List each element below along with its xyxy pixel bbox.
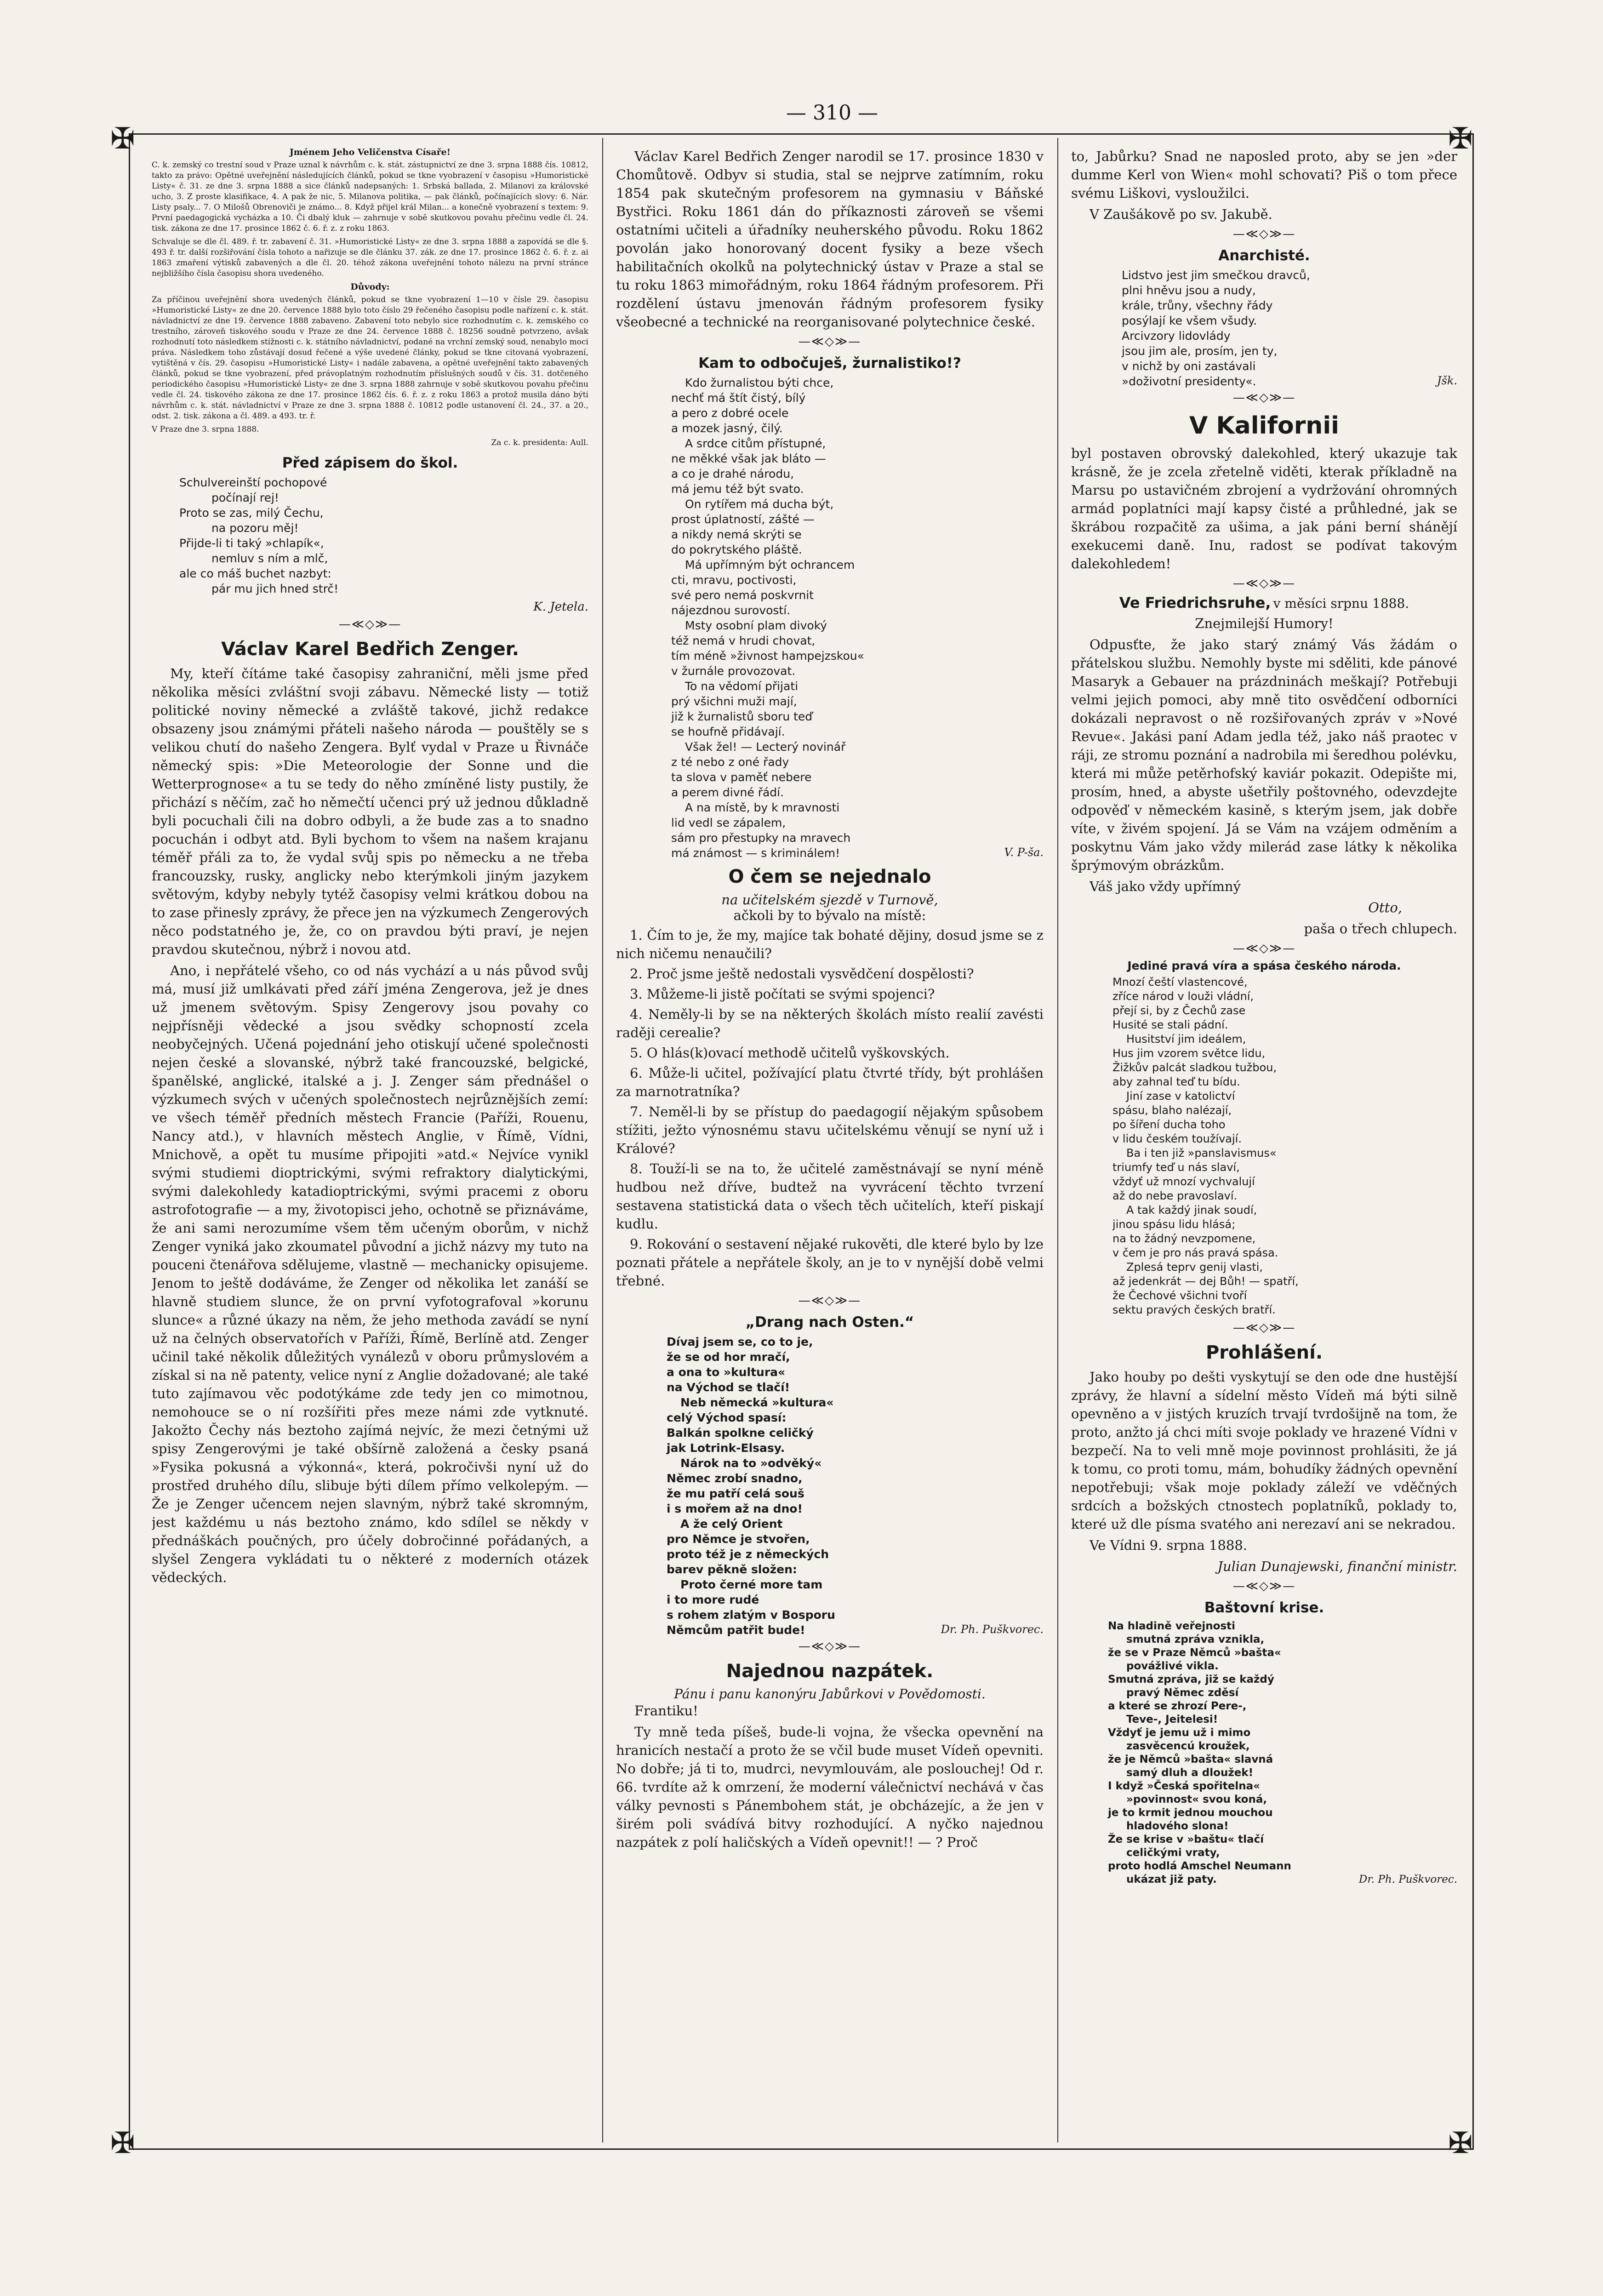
poem-line: ale co máš buchet nazbyt: [179,567,331,580]
list-item: 7. Neměl-li by se přístup do paedagogií nějakým spůsobem stížiti, ježto výnosnému stavu učitelskému věnují se nyní už i Králové? [616,1104,1044,1156]
section-divider: —≪◇≫— [798,1294,861,1308]
section-divider: —≪◇≫— [798,1639,861,1653]
list-item: 1. Čím to je, že my, majíce tak bohaté dějiny, dosud jsme se z nich ničemu nenaučili? [616,927,1044,961]
letter-paragraph: Ty mně teda píšeš, bude-li vojna, že všecka opevnění na hranicích nestačí a proto že se včil bude muset Vídeň opevniti. No dobře; já ti to, mudrci, nevymlouvám, ale poslouchej! Od r. 66. tvrdíte až k omrzení, že moderní válečnictví nechává v čas války pevnosti s Pánembohem stát, je obcházejíc, a že jen v širém poli svádívá bitvy rozhodující. A nyčko najednou nazpátek z polí haličských a Vídeň opevnit!! — ? Proč [616,1724,1044,1850]
article-body [152,664,588,1587]
poem-line: aby zahnal teď tu bídu. [1112,1075,1240,1088]
poem-line: Přijde-li ti taký »chlapík«, [179,537,324,550]
poem-line: jak Lotrink-Elsasy. [667,1441,785,1455]
court-date: V Praze dne 3. srpna 1888. [152,425,259,434]
section-divider: —≪◇≫— [1232,1579,1296,1593]
column-rule [602,138,603,2142]
poem-line: Husité se stali pádní. [1112,1018,1228,1031]
poem-line: že je Němců »bašta« slavná [1108,1753,1273,1765]
poem-line: Proto černé more tam [680,1578,823,1591]
poem-line: sektu pravých českých bratří. [1112,1303,1276,1316]
poem-line: jsou jim ale, prosím, jen ty, [1122,344,1278,358]
poem-line: vždyť už mnozí vychvalují [1112,1175,1255,1188]
poem-line: Na hladině veřejnosti [1108,1620,1236,1632]
poem [1108,1620,1457,1886]
poem-line: až jedenkrát — dej Bůh! — spatří, [1112,1275,1299,1288]
corner-ornament: ✠ [1448,122,1473,156]
poem-line: »doživotní presidenty«. [1122,375,1256,388]
poem-line: i to more rudé [667,1593,759,1606]
poem-line: a které se zhrozí Pere-, [1108,1700,1247,1712]
poem-line: Má upřímným být ochrancem [685,558,855,571]
poem-line: Kdo žurnalistou býti chce, [685,376,834,389]
poem [179,475,588,596]
fried-close: Váš jako vždy upřímný [1090,879,1241,894]
poem-line: Neb německá »kultura« [680,1396,834,1409]
section-divider: —≪◇≫— [1232,942,1296,955]
poem-line: přejí si, by z Čechů zase [1112,1004,1246,1017]
poem-line: v lidu českém toužívají. [1112,1132,1242,1145]
poem-line: tím méně »živnost hampejzskou« [671,649,864,663]
poem-line: v nichž by oni zastávali [1122,360,1256,373]
question-list [616,926,1044,1290]
poem-line: po šíření ducha toho [1112,1118,1226,1131]
section-divider: —≪◇≫— [338,617,402,631]
poem-line: ukázat již paty. [1126,1873,1217,1885]
fried-paragraph: Odpusťte, že jako starý známý Vás žádám o přátelskou službu. Nemohly byste mi sděliti, kde pánové Masaryk a Gebauer na prázdninách meškají? Potřebuji velmi jejich pomoci, aby mně tito osvědčení odborníci dokázali nepravost o ně rozšiřovaných zpráv v »Nové Revue«. Jakási paní Adam jedla též, jako náš praotec v ráji, ze stromu poznání a nadrobila mi šeredhou polévku, která mi může petěrhofský kaviár pokazit. Odepište mi, prosím, hned, a abyste ušetřily poštovného, odevzdejte odpověď v německém kasině, s kterým jsem, jak dobře víte, v živém spojení. Já se Vám na vzájem odměním a poskytnu Vám jako vždy milerád zase látky k několika šprýmovým obrázkům. [1071,637,1457,873]
poem [1122,268,1457,389]
poem-line: a mozek jasný, čilý. [671,422,783,435]
poem-line: celý Východ spasí: [667,1411,787,1424]
poem-line: Ba i ten již »panslavismus« [1126,1147,1277,1159]
column-2 [616,147,1044,2138]
poem-line: ne měkké však jak bláto — [671,452,826,465]
poem-line: »povinnost« svou koná, [1126,1793,1267,1805]
article-paragraph: My, kteří čítáme také časopisy zahraniční, měli jsme před několika měsíci zvláštní svoji zábavu. Německé listy — totiž politické noviny německé a zvláště takové, jichž redakce obsazeny jsou známými přáteli našeho národa — pouštěly se s velikou chutí do našeho Zengera. Bylť vydal v Praze u Řivnáče německý spis: »Die Meteorologie der Sonne und die Wetterprognose« a tu se tedy do něho zmíněné listy pustily, že přichází s něčím, zač ho němečtí učenci prý už jednou důkladně byli pocuchali čili na dobro odbyli, a že bude zas a to snadno pocuchán i odbyt atd. Byli bychom to všem na našem krajanu téměř přáli za to, že vydal svůj spis po německu a ne třeba francouzsky, rusky, anglicky nebo kterýmkoli jiným jazykem světovým, kdyby nebyly tytéž časopisy velmi krátkou dobou na to zase přinesly zprávy, že přece jen na výzkumech Zengerových něco podstatného je, že, co on pravdou býti praví, je nejen pravdou skutečnou, nýbrž i novou atd. [152,666,588,957]
poem-title: „Drang nach Osten.“ [745,1314,914,1331]
poem-line: Vždyť je jemu už i mimo [1108,1727,1251,1739]
poem-line: A srdce citům přístupné, [685,437,826,450]
poem [671,375,1044,861]
poem-line: na pozoru měj! [211,521,299,535]
poem-line: zříce národ v louži vládní, [1112,990,1254,1003]
list-item: 2. Proč jsme ještě nedostali vysvědčení dospělosti? [630,966,974,982]
letter-continuation [1071,147,1457,223]
poem [667,1334,1044,1638]
poem-line: Nárok na to »odvěký« [680,1456,822,1470]
court-signature: Za c. k. presidenta: Aull. [491,438,588,447]
poem-line: celičkými vraty, [1126,1847,1220,1859]
letter-subtitle: Pánu i panu kanonýru Jabůrkovi v Povědomosti. [674,1686,986,1702]
page-number: — 310 — [786,101,878,125]
decl-date: Ve Vídni 9. srpna 1888. [1090,1537,1248,1553]
poem-author: Jšk. [1437,374,1457,387]
section-divider: —≪◇≫— [1232,577,1296,590]
corner-ornament: ✠ [1448,2126,1473,2160]
poem-title: Anarchisté. [1218,247,1310,264]
poem-line: i s mořem až na dno! [667,1502,803,1515]
poem-line: a co je drahé národu, [671,467,794,480]
list-item: 9. Rokování o sestavení nějaké rukověti, dle které bylo by lze poznati přátele a nepřátele školy, an je to v nynější době velmi třebné. [616,1236,1044,1289]
section-divider: —≪◇≫— [1232,227,1296,241]
poem-line: Msty osobní plam divoký [685,619,827,632]
poem-line: Teve-, Jeitelesi! [1126,1713,1218,1725]
poem [1112,975,1457,1317]
calif-body [1071,444,1457,573]
poem-line: hladového slona! [1126,1820,1229,1832]
list-item: 3. Můžeme-li jistě počítati se svými spojenci? [630,986,935,1002]
poem-line: smutná zpráva vznikla, [1126,1633,1265,1645]
poem-line: jinou spásu lidu hlásá; [1112,1218,1236,1231]
article-paragraph: Ano, i nepřátelé všeho, co od nás vychází a u nás původ svůj má, musí již umlkávati před září jména Zengerova, jež je dnes už jmenem světovým. Spisy Zengerovy jsou povahy co nejpřísněji vědecké a jsou svědky schopností zcela neobyčejných. Učená pojednání jeho otiskují učené společnosti nejen české a slovanské, nýbrž také francouzské, belgické, španělské, anglické, italské a j. J. Zenger sám přednášel o výzkumech svých v učených společnostech nejrůznějších zemí: ve všech téměř předních městech Francie (Paříži, Rouenu, Nancy atd.), v hlavních městech Anglie, v Římě, Vídni, Mnichově, a opět tu musíme připojiti »atd.« Nejvíce vynikl svými studiemi dioptrickými, svými refraktory dialytickými, svými dalekohledy katadioptrickými, svými pracemi z oboru astrofotografie — a my, životopisci jeho, ochotně se přiznáváme, že ani sami nerozumíme všem těm učeným oborům, v nichž Zenger vyniká jako zkoumatel původní a jichž názvy my tuto na pouceni čtenářova sdělujeme, vlastně — mechanicky opisujeme. Jenom to ještě dodáváme, že Zenger od několika let zanáší se hlavně studiem slunce, že on první vyfotografoval »korunu slunce« a různé úkazy na něm, že jeho methoda zavádí se nyní už na čelných observatořích v Paříži, Římě, Berlíně atd. Zenger učinil také několik důležitých vynálezů v oboru průmyslovém a získal si na ně patenty, velice nyní z Anglie dožadované; ale také tuto zajímavou věc podotýkáme zde tedy jen co mimotnou, nemohouce se o ní rozšířiti přes meze námi zde vytknuté. Jakožto Čechy nás beztoho zajímá nejvíc, že mezi četnými už spisy Zengerovými je také obšírně založená a česky psaná »Fysika pokusná a výkonná«, která, pokročivši nyní už do prostřed druhého dílu, slibuje býti dílem přímo velkolepým. — Že je Zenger učencem nejen slavným, nýbrž také skromným, jest každému u nás beztoho známo, kdo sdílel se někdy v přednáškách poučných, pro účely dobročinné pořádaných, a slyšel Zengera vykládati tu o některé z moderních otázek vědeckých. [152,963,588,1585]
fried-sign: Otto, [1368,900,1402,915]
poem-line: nechť má štít čistý, bílý [671,391,806,405]
poem-line: barev pěkně složen: [667,1563,797,1576]
reasons-paragraph: Za příčinou uveřejnění shora uvedených článků, pokud se tkne vyobrazení 1—10 v čísle 29. časopisu »Humoristické Listy« ze dne 20. července 1888 bylo toto číslo 29 řečeného časopisu podle nařízení c. k. stát. návladnictví ze dne 19. července 1888 zabaveno. Zabavení toto nebylo sice rozhodnutím c. k. zemského co trestního, zároveň tiskového soudu v Praze ze dne 24. července 1888 č. 18256 soudně potvrzeno, avšak rozhodnutí toto následkem stížnosti c. k. státního návladnictví, podané na vrchní zemský soud, nenabylo moci práva. Následkem toho zůstávají dosud řečené a výše uvedené články, pokud se tkne citovaná vyobrazení, vytištěná v čís. 29. časopisu »Humoristické Listy« i nadále zabavena, a opětné uveřejnění takto zabavených článků, pokud se tkne vyobrazení, před právoplatným rozhodnutím příslušných soudů v čís. 31. dotčeného periodického časopisu »Humoristické Listy« ze dne 3. srpna 1888 zahrnuje v sobě skutkovou povahu přečinu vedle čl. 24. tiskového zákona ze dne 17. prosince 1862 čís. 6. ř. z. z roku 1863 a protož musila dáno býti návrhům c. k. stát. návladnictví v Praze ze dne 3. srpna 1888 č. 10812 podle ustanovení čl. 24., 37. a 20., odst. 2. tisk. zákona a čl. 489. a 493. tr. ř. [152,295,588,421]
list-item: 5. O hlás(k)ovací methodě učitelů vyškovských. [630,1045,950,1061]
poem-line: pravý Němec zděsí [1126,1687,1239,1699]
poem-line: posýlají ke všem všudy. [1122,314,1257,327]
section-divider: —≪◇≫— [1232,1321,1296,1335]
poem-line: pár mu jich hned strč! [211,582,339,595]
section-divider: —≪◇≫— [798,335,861,348]
poem-line: a perem divné řádí. [671,786,784,799]
poem-line: prý všichni muži mají, [671,695,797,708]
poem-line: zasvěcencú kroužek, [1126,1740,1250,1752]
poem-line: Mnozí čeští vlastencové, [1112,976,1248,988]
poem-line: I když »Česká spořitelna« [1108,1780,1260,1792]
poem-line: Lidstvo jest jim smečkou dravců, [1122,268,1310,282]
letter-body [616,1702,1044,1851]
bio-body [616,147,1044,331]
fried-greeting: Znejmilejší Humory! [1195,616,1334,631]
poem-line: krále, trůny, všechny řády [1122,299,1273,312]
section-divider: —≪◇≫— [1232,391,1296,405]
decl-sign: Julian Dunajewski, finanční ministr. [1217,1559,1457,1574]
poem-title: Baštovní krise. [1204,1599,1324,1616]
poem-line: Němec zrobí snadno, [667,1472,803,1485]
poem-line: též nemá v hrudi chovat, [671,634,816,647]
court-paragraph: C. k. zemský co trestní soud v Praze uznal k návrhům c. k. stát. zástupnictví ze dne 3. srpna 1888 čís. 10812, takto za právo: Opětné uveřejnění následujících článků, pokud se tkne vyobrazení v časopisu »Humoristické Listy« č. 31. ze dne 3. srpna 1888 a sice článků nadepsaných: 1. Srbská ballada, 2. Milanovi za královské ucho, 3. Z proste klasifikace, 4. A pak že nic, 5. Milanova politika, — pak článků, počínajících slovy: 6. Nár. Listy psaly... 7. O Milošů Obrenoviči je známo... 8. Když přijel král Milan... a konečně vyobrazení s textem: 9. První paedagogická vycházka a 10. Či dbalý kluk — zahrnuje v sobě skutkovou povahu přečinu vedle čl. 24. tisk. zákona ze dne 17. prosince 1862 č. 6. ř. z. z roku 1863. [152,160,588,233]
poem-title: Jediné pravá víra a spása českého národa. [1127,959,1401,972]
poem-line: a ona to »kultura« [667,1365,786,1379]
article-title: Václav Karel Bedřich Zenger. [221,639,519,660]
poem-line: nemluv s ním a mlč, [211,552,328,565]
poem-line: Husitství jim ideálem, [1126,1033,1246,1045]
poem-title: Před zápisem do škol. [282,455,458,471]
poem-line: v čem je pro nás pravá spása. [1112,1246,1278,1259]
poem-line: má známost — s kriminálem! [671,846,840,860]
corner-ornament: ✠ [110,122,135,156]
poem-line: Smutná zpráva, již se každý [1108,1673,1274,1685]
poem-line: Balkán spolkne celičký [667,1426,814,1439]
poem-line: Žižkův palcát sladkou tužbou, [1112,1061,1277,1074]
letter-paragraph: to, Jabůrku? Snad ne naposled proto, aby se jen »der dumme Kerl von Wien« mohl schovati? Piš o tom přece svému Liškovi, vysloužilci. [1071,148,1457,201]
poem-line: lid vedl se zápalem, [671,816,786,829]
court-verdict [152,147,588,448]
poem-line: do pokrytského pláště. [671,543,802,556]
list-item: 6. Může-li učitel, požívající platu čtvrté třídy, být prohlášen za marnotratníka? [616,1065,1044,1099]
poem-line: na Východ se tlačí! [667,1381,790,1394]
court-title: Jménem Jeho Veličenstva Císaře! [289,147,451,157]
poem-line: proto hodlá Amschel Neumann [1108,1860,1291,1872]
poem-line: ta slova v paměť nebere [671,771,812,784]
poem-line: že mu patří celá souš [667,1487,804,1500]
letter-title: Najednou nazpátek. [726,1661,934,1682]
section-subtitle: v měsíci srpnu 1888. [1273,596,1409,611]
court-paragraph: Schvaluje se dle čl. 489. ř. tr. zabavení č. 31. »Humoristické Listy« ze dne 3. srpna 1888 a zapovídá se dle §. 493 ř. tr. další rozšiřování čísla tohoto a nařizuje se dle článku 37. zák. ze dne 17. prosince 1862 č. 6. ř. z. ai 1863 zmaření výtisků zabavených a dle čl. 20. téhož zákona uveřejnění tohoto nálezu na první stránce nejbližšího čísla časopisu shora uvedeného. [152,237,588,278]
poem-line: a nikdy nemá skrýti se [671,528,802,541]
poem-line: až do nebe pravoslaví. [1112,1189,1238,1202]
fried-body [1071,614,1457,938]
poem-line: Že se krise v »baštu« tlačí [1108,1833,1264,1845]
poem-title: Kam to odbočuješ, žurnalistiko!? [698,355,961,371]
poem-line: na to žádný nevzpomene, [1112,1232,1256,1245]
poem-line: že se v Praze Němců »bašta« [1108,1647,1281,1659]
calif-paragraph: byl postaven obrovský dalekohled, který ukazuje tak krásně, že je zcela zřetelně viděti, kterak příkladně na Marsu po ustavičném zbrojení a vydržování ohromných armád poplatníci mají kapsy čisté a průhledné, jak se škrábou rozpačitě za ušima, a jak páni berní shánějí exekucemi daně. Inu, radost se podívat takovým dalekohledem! [1071,445,1457,571]
poem-line: cti, mravu, poctivosti, [671,573,797,587]
fried-sign-line: paša o třech chlupech. [1304,921,1457,937]
poem-author: Dr. Ph. Puškvorec. [1358,1873,1457,1885]
letter-greeting: Frantiku! [634,1703,698,1719]
poem-line: Jiní zase v katolictví [1126,1090,1235,1102]
poem-line: Schulvereinští pochopové [179,476,327,489]
column-1 [152,147,588,2138]
poem-line: Dívaj jsem se, co to je, [667,1335,813,1348]
poem-line: povážlivé vikla. [1126,1660,1219,1672]
poem-line: má jemu též být svato. [671,482,804,496]
poem-line: Proto se zas, milý Čechu, [179,506,324,520]
poem-line: Hus jim vzorem světce lidu, [1112,1047,1266,1060]
list-item: 8. Touží-li se na to, že učitelé zaměstnávají se nyní méně hudbou než dříve, budtež na vyvrácení těchto tvrzení sestavena statistická data o všech těch učitelích, kteří piskají kudlu. [616,1161,1044,1232]
poem-line: triumfy teď u nás slaví, [1112,1161,1240,1174]
section-intro: ačkoli by to bývalo na místě: [733,908,926,923]
poem-line: již k žurnalistů sboru teď [671,710,813,723]
reasons-title: Důvody: [350,282,390,292]
column-rule [1057,138,1058,2142]
decl-body [1071,1368,1457,1576]
poem-line: To na vědomí přijati [685,680,799,693]
decl-paragraph: Jako houby po dešti vyskytují se den ode dne hustější zprávy, že hlavní a sídelní město Vídeň má býti silně opevněno a v jistých kruzích trvají tvrdošijně na tom, že proto, anžto já chci míti svoje poklady ve hrazené Vídni v bezpečí. Na to veli mně moje povinnost prohlásiti, že já k tomu, co proti tomu, mám, bohudíky žádných opevnění nepotřebuji; však moje poklady záleží ve vděčných srdcích a božských ctnostech poplatníků, poklady to, které už dle písma svatého ani nerezaví ani se nekradou. [1071,1369,1457,1532]
poem-line: sám pro přestupky na mravech [671,831,851,845]
section-title: V Kalifornii [1189,412,1340,440]
poem-line: počínají rej! [211,491,279,504]
poem-line: v žurnále provozovat. [671,664,796,678]
poem-line: a pero z dobré ocele [671,406,789,420]
poem-line: že Čechové všichni tvoří [1112,1289,1247,1302]
poem-line: A tak každý jinak soudí, [1126,1204,1257,1217]
poem-line: nájezdnou surovostí. [671,604,791,617]
poem-line: plni hněvu jsou a nudy, [1122,284,1256,297]
section-subtitle: na učitelském sjezdě v Turnově, [721,892,938,908]
poem-line: z té nebo z oné řady [671,755,789,769]
letter-sign: V Zaušákově po sv. Jakubě. [1090,206,1272,222]
section-title: O čem se nejednalo [728,866,931,887]
poem-line: že se od hor mračí, [667,1350,790,1364]
poem-line: Však žel! — Lecterý novinář [685,740,846,754]
poem-line: spásu, blaho nalézají, [1112,1104,1232,1117]
section-title: Prohlášení. [1205,1342,1323,1363]
poem-line: své pero nemá poskvrnit [671,588,814,602]
corner-ornament: ✠ [110,2126,135,2160]
bio-paragraph: Václav Karel Bedřich Zenger narodil se 17. prosince 1830 v Chomůtově. Odbyv si studia, stal se nejprve zatímním, roku 1854 pak skutečným profesorem na gymnasiu v Báňské Bystřici. Roku 1861 dán do příkaznosti zároveň se všemi ostatními učiteli a úřadníky neuherského původu. Roku 1862 povolán jako honorovaný docent fysiky a beze všech habilitačních okolků na polytechnický ústav v Praze a stal se tu roku 1863 mimořádným, roku 1864 řádným profesorem. Při rozdělení ústavu jmenován řádným profesorem fysiky všeobecné a technické na reorganisované polytechnice české. [616,148,1044,330]
poem-line: proto též je z německých [667,1548,829,1561]
poem-line: A na místě, by k mravnosti [685,801,840,814]
poem-author: V. P-ša. [1004,846,1044,859]
poem-line: pro Němce je stvořen, [667,1532,810,1546]
poem-line: A že celý Orient [680,1517,783,1531]
fried-heading [1071,594,1457,611]
poem-line: je to krmit jednou mouchou [1108,1807,1273,1819]
poem-line: Němcům patřit bude! [667,1623,805,1637]
poem-line: Zplesá teprv genij vlasti, [1126,1261,1263,1274]
poem-author: Dr. Ph. Puškvorec. [941,1623,1044,1636]
list-item: 4. Neměly-li by se na některých školách místo realií zavésti raději cerealie? [616,1006,1044,1040]
poem-line: prost úplatností, zášté — [671,513,815,526]
poem-line: s rohem zlatým v Bosporu [667,1608,835,1622]
column-3 [1071,147,1457,2138]
poem-line: samý dluh a dloužek! [1126,1767,1254,1779]
poem-line: Arcivzory lidovlády [1122,329,1231,343]
poem-author: K. Jetela. [533,600,588,614]
section-title: Ve Friedrichsruhe, [1119,594,1271,611]
poem-line: On rytířem má ducha být, [685,497,834,511]
poem-line: se houfně přidávají. [671,725,785,738]
